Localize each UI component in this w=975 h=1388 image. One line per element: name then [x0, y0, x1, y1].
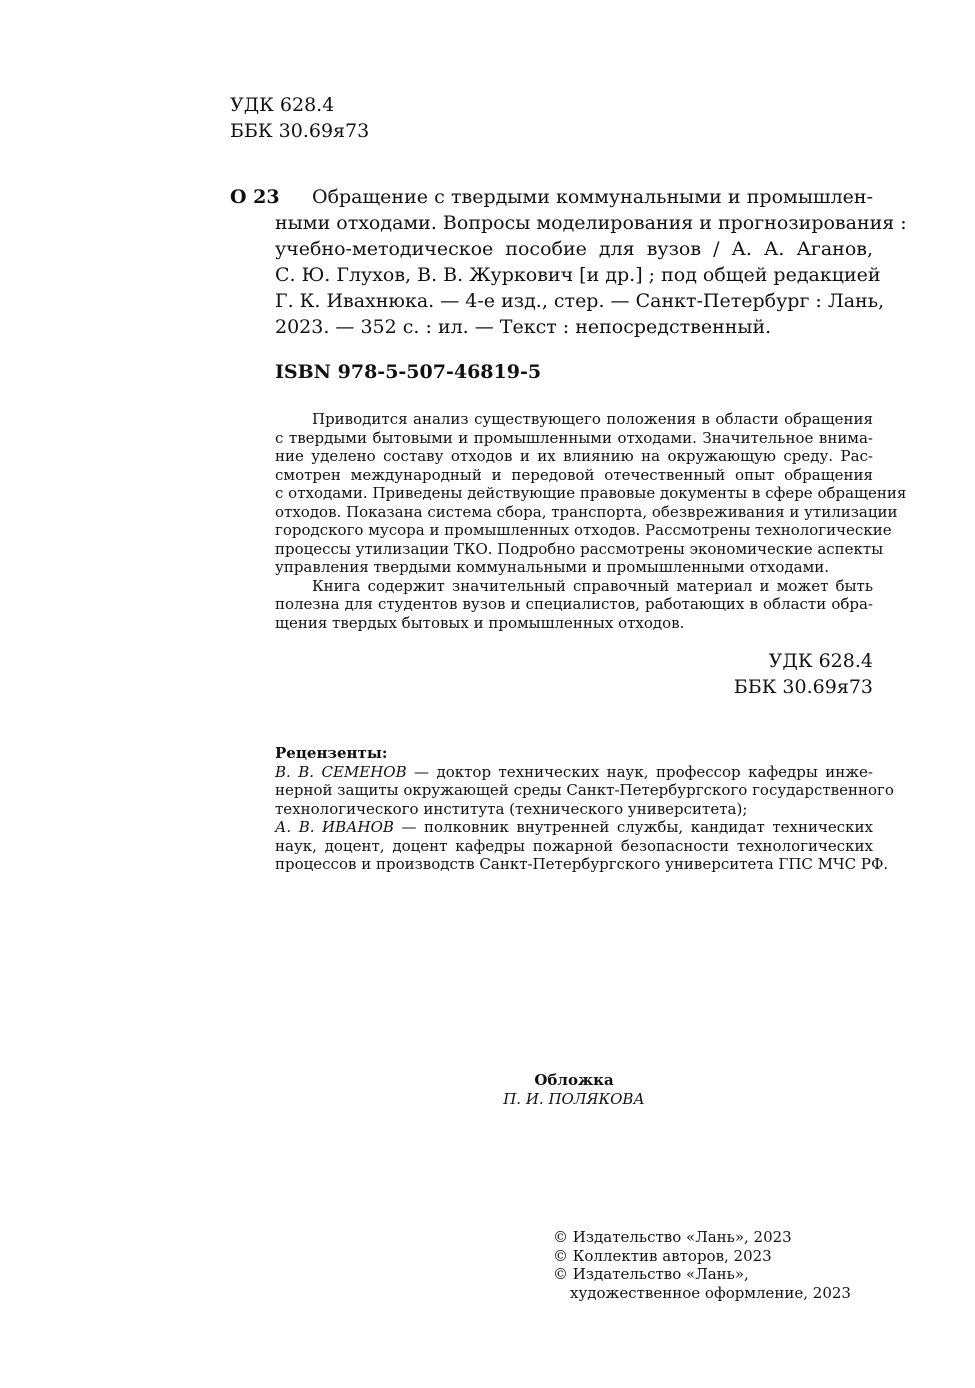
- classification-block: [230, 92, 369, 144]
- reviewer-line: наук, доцент, доцент кафедры пожарной безопасности технологических: [275, 836, 873, 855]
- bib-line: Г. К. Ивахнюка. — 4-е изд., стер. — Санкт-Петербург : Лань,: [275, 290, 885, 312]
- abstract-line: Приводится анализ существующего положения в области обращения: [312, 410, 873, 428]
- reviewer-line: [275, 763, 873, 782]
- reviewer-name: В. В. СЕМЕНОВ: [275, 762, 407, 781]
- cover-designer: П. И. ПОЛЯКОВА: [503, 1089, 645, 1108]
- copyright-line: © Коллектив авторов, 2023: [553, 1246, 772, 1265]
- abstract-line: отходов. Показана система сбора, транспорта, обезвреживания и утилизации: [275, 502, 898, 521]
- reviewers: [275, 744, 894, 874]
- abstract-line: с твердыми бытовыми и промышленными отходами. Значительное внима-: [275, 428, 873, 447]
- bibliographic-record: [275, 184, 907, 340]
- udk-code: УДК 628.4: [230, 94, 335, 116]
- isbn: ISBN 978-5-507-46819-5: [275, 361, 542, 383]
- bib-line: С. Ю. Глухов, В. В. Журкович [и др.] ; под общей редакцией: [275, 264, 881, 286]
- bib-line: Обращение с твердыми коммунальными и промышлен-: [312, 186, 873, 208]
- bbk-code: ББК 30.69я73: [230, 120, 370, 142]
- bib-line: учебно-методическое пособие для вузов / А. А. Аганов,: [275, 238, 873, 260]
- bib-line: ными отходами. Вопросы моделирования и прогнозирования :: [275, 212, 907, 234]
- catalog-code: О 23: [230, 186, 280, 208]
- reviewer-text: — полковник внутренней службы, кандидат технических: [393, 818, 873, 836]
- copyright-line: художественное оформление, 2023: [570, 1283, 851, 1302]
- bib-line: 2023. — 352 с. : ил. — Текст : непосредственный.: [275, 316, 772, 338]
- reviewer-name: А. В. ИВАНОВ: [275, 818, 394, 836]
- abstract-line: смотрен международный и передовой отечественный опыт обращения: [275, 465, 873, 484]
- cover-credit: [275, 1071, 873, 1108]
- udk-code: УДК 628.4: [768, 650, 873, 672]
- copyright-block: [553, 1228, 851, 1302]
- abstract-line: с отходами. Приведены действующие правовые документы в сфере обращения: [275, 484, 907, 502]
- reviewer-text: — доктор технических наук, профессор кафедры инже-: [406, 762, 873, 781]
- abstract-line: полезна для студентов вузов и специалистов, работающих в области обра-: [275, 595, 873, 613]
- abstract-line: щения твердых бытовых и промышленных отходов.: [275, 613, 685, 632]
- cover-label: Обложка: [534, 1071, 614, 1089]
- abstract-line: Книга содержит значительный справочный материал и может быть: [312, 576, 873, 595]
- abstract-line: процессы утилизации ТКО. Подробно рассмотрены экономические аспекты: [275, 539, 884, 558]
- reviewer-line: процессов и производств Санкт-Петербургского университета ГПС МЧС РФ.: [275, 855, 889, 873]
- abstract: [275, 410, 907, 632]
- reviewer-line: нерной защиты окружающей среды Санкт-Петербургского государственного: [275, 781, 894, 799]
- copyright-line: © Издательство «Лань»,: [553, 1265, 749, 1283]
- classification-repeat: [275, 648, 873, 700]
- abstract-line: ние уделено составу отходов и их влиянию на окружающую среду. Рас-: [275, 447, 873, 465]
- bbk-code: ББК 30.69я73: [733, 676, 873, 698]
- abstract-line: городского мусора и промышленных отходов. Рассмотрены технологические: [275, 521, 892, 539]
- copyright-line: © Издательство «Лань», 2023: [553, 1228, 792, 1246]
- abstract-line: управления твердыми коммунальными и промышленными отходами.: [275, 558, 829, 576]
- reviewers-title: Рецензенты:: [275, 744, 388, 762]
- reviewer-line: [275, 818, 873, 837]
- reviewer-line: технологического института (технического университета);: [275, 799, 748, 818]
